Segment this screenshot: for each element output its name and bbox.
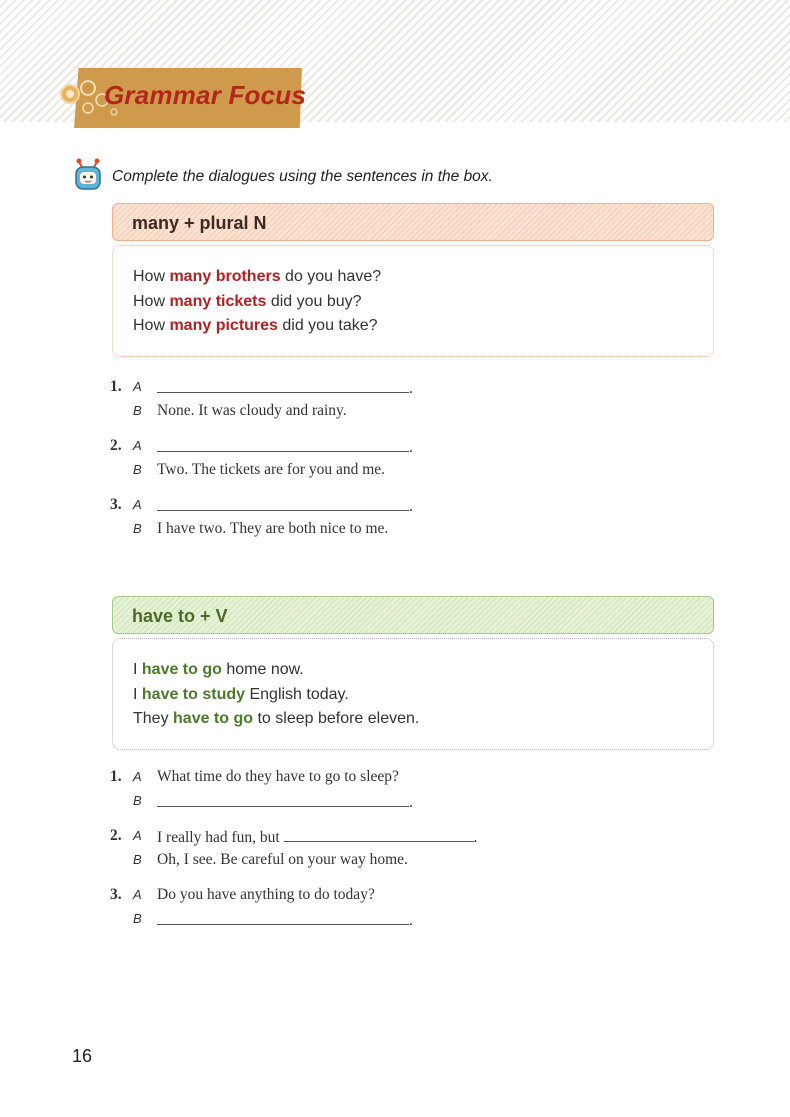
speaker-label: A bbox=[133, 379, 142, 394]
example-sentence: They have to go to sleep before eleven. bbox=[133, 710, 420, 727]
exercise-number: 1. bbox=[110, 768, 122, 785]
grammar-box-many bbox=[112, 203, 714, 357]
example-sentence: How many tickets did you buy? bbox=[133, 292, 362, 310]
answer-blank[interactable] bbox=[157, 437, 409, 452]
exercise-number: 2. bbox=[110, 827, 122, 844]
exercise-number: 1. bbox=[110, 378, 122, 395]
speaker-label: A bbox=[133, 828, 142, 843]
answer-blank[interactable] bbox=[284, 827, 474, 842]
speaker-label: A bbox=[133, 438, 142, 453]
dialogue-line: Two. The tickets are for you and me. bbox=[157, 461, 386, 478]
page-title: Grammar Focus bbox=[104, 80, 307, 110]
speaker-label: A bbox=[133, 497, 142, 512]
example-sentence: I have to study English today. bbox=[133, 685, 349, 703]
example-sentence: I have to go home now. bbox=[133, 661, 304, 678]
exercise-number: 3. bbox=[110, 886, 122, 903]
dialogue-line: I have two. They are both nice to me. bbox=[157, 520, 389, 537]
speaker-label: B bbox=[133, 911, 142, 926]
answer-blank[interactable] bbox=[157, 496, 409, 511]
speaker-label: A bbox=[133, 887, 142, 902]
instruction bbox=[72, 158, 672, 194]
example-sentence: How many brothers do you have? bbox=[133, 268, 382, 285]
exercise-number: 3. bbox=[110, 496, 122, 513]
instruction-text: Complete the dialogues using the sentences in the box. bbox=[112, 168, 493, 185]
dialogue-line: Do you have anything to do today? bbox=[157, 886, 375, 903]
answer-blank[interactable] bbox=[157, 792, 409, 807]
grammar-box-title: many + plural N bbox=[112, 203, 714, 241]
exercise-number: 2. bbox=[110, 437, 122, 454]
dialogue-line: I really had fun, but bbox=[157, 829, 280, 846]
grammar-box-have-to bbox=[112, 596, 714, 750]
example-sentences bbox=[112, 638, 714, 750]
speaker-label: B bbox=[133, 462, 142, 477]
speaker-label: B bbox=[133, 403, 142, 418]
answer-blank[interactable] bbox=[157, 378, 409, 393]
robot-icon bbox=[72, 158, 104, 192]
dialogue-line: None. It was cloudy and rainy. bbox=[157, 402, 347, 419]
dialogue-line: What time do they have to go to sleep? bbox=[157, 768, 399, 785]
example-sentences bbox=[112, 245, 714, 357]
page-number: 16 bbox=[72, 1046, 93, 1066]
section-header bbox=[58, 64, 308, 134]
speaker-label: B bbox=[133, 793, 142, 808]
speaker-label: B bbox=[133, 852, 142, 867]
answer-blank[interactable] bbox=[157, 910, 409, 925]
dialogue-line: Oh, I see. Be careful on your way home. bbox=[157, 851, 408, 868]
grammar-box-title: have to + V bbox=[112, 596, 714, 634]
example-sentence: How many pictures did you take? bbox=[133, 317, 378, 334]
speaker-label: B bbox=[133, 521, 142, 536]
speaker-label: A bbox=[133, 769, 142, 784]
